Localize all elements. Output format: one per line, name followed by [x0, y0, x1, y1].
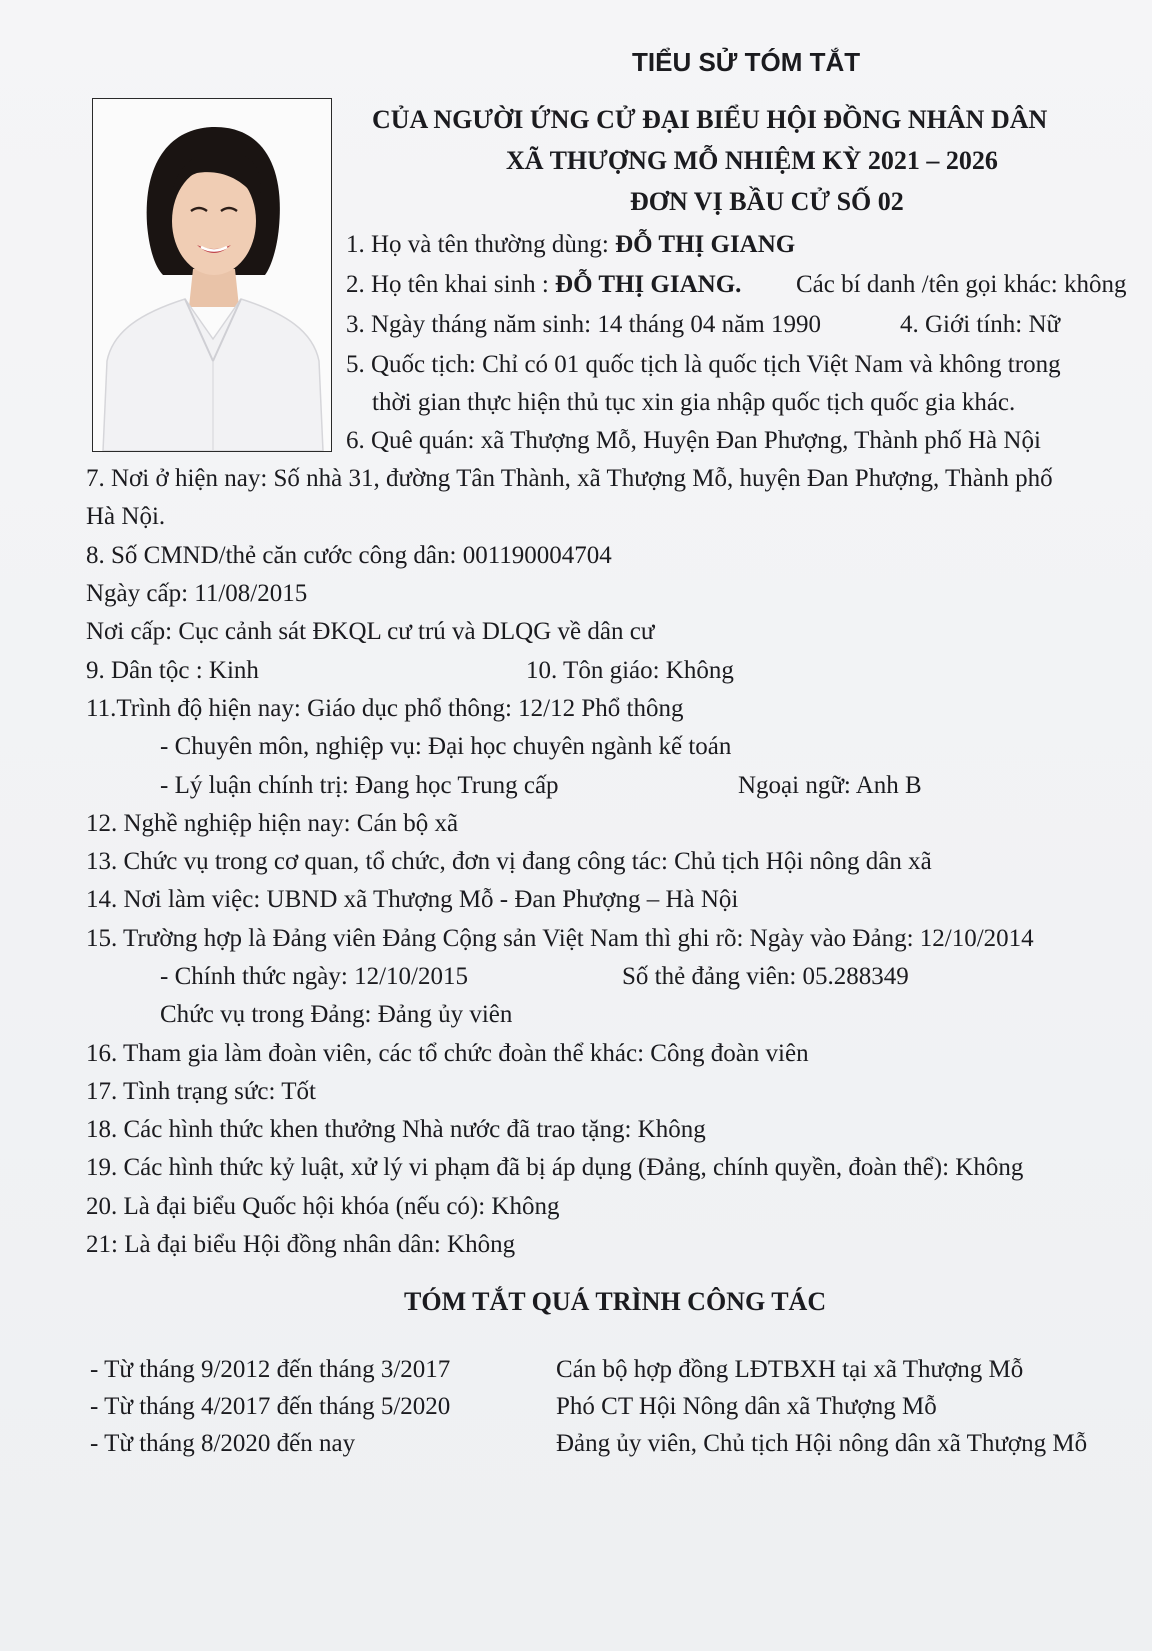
work-row-1-period: - Từ tháng 9/2012 đến tháng 3/2017 — [90, 1356, 451, 1383]
field-organizations: 16. Tham gia làm đoàn viên, các tổ chức đoàn thể khác: Công đoàn viên — [86, 1040, 809, 1067]
subtitle-line-3: ĐƠN VỊ BẦU CỬ SỐ 02 — [630, 187, 904, 216]
field-workplace: 14. Nơi làm việc: UBND xã Thượng Mỗ - Đan Phượng – Hà Nội — [86, 886, 739, 913]
field-hometown: 6. Quê quán: xã Thượng Mỗ, Huyện Đan Phượng, Thành phố Hà Nội — [346, 427, 1041, 454]
field-residence-cont: Hà Nội. — [86, 503, 166, 530]
field-foreign-language: Ngoại ngữ: Anh B — [738, 772, 922, 799]
field-health: 17. Tình trạng sức: Tốt — [86, 1078, 316, 1105]
field-party-position: Chức vụ trong Đảng: Đảng ủy viên — [160, 1001, 513, 1028]
field-common-name-value: ĐỖ THỊ GIANG — [615, 231, 796, 258]
field-awards: 18. Các hình thức khen thưởng Nhà nước đã trao tặng: Không — [86, 1116, 706, 1143]
field-birth-name-value: ĐỖ THỊ GIANG. — [555, 271, 742, 298]
field-common-name-label: 1. Họ và tên thường dùng: — [346, 231, 616, 258]
field-gender: 4. Giới tính: Nữ — [900, 311, 1061, 338]
work-row-1-role: Cán bộ hợp đồng LĐTBXH tại xã Thượng Mỗ — [556, 1356, 1024, 1383]
field-nationality: 5. Quốc tịch: Chỉ có 01 quốc tịch là quốc tịch Việt Nam và không trong — [346, 351, 1061, 378]
work-row-3-period: - Từ tháng 8/2020 đến nay — [90, 1430, 356, 1457]
field-discipline: 19. Các hình thức kỷ luật, xử lý vi phạm đã bị áp dụng (Đảng, chính quyền, đoàn thể): Không — [86, 1154, 1024, 1181]
field-political-theory: - Lý luận chính trị: Đang học Trung cấp — [160, 772, 559, 799]
portrait-photo-icon — [93, 99, 331, 451]
field-ethnicity: 9. Dân tộc : Kinh — [86, 657, 259, 684]
field-id-issue-date: Ngày cấp: 11/08/2015 — [86, 580, 308, 607]
document-title: TIỂU SỬ TÓM TẮT — [632, 47, 861, 77]
field-aliases: Các bí danh /tên gọi khác: không — [796, 271, 1127, 298]
work-row-2-role: Phó CT Hội Nông dân xã Thượng Mỗ — [556, 1393, 937, 1420]
field-id-issue-place: Nơi cấp: Cục cảnh sát ĐKQL cư trú và DLQG về dân cư — [86, 618, 655, 645]
field-religion: 10. Tôn giáo: Không — [526, 657, 734, 684]
field-peoples-council: 21: Là đại biểu Hội đồng nhân dân: Không — [86, 1231, 516, 1258]
field-party-member: 15. Trường hợp là Đảng viên Đảng Cộng sản Việt Nam thì ghi rõ: Ngày vào Đảng: 12/10/2014 — [86, 925, 1034, 952]
field-party-card-number: Số thẻ đảng viên: 05.288349 — [622, 963, 909, 990]
field-party-official-date: - Chính thức ngày: 12/10/2015 — [160, 963, 468, 990]
work-history-heading: TÓM TẮT QUÁ TRÌNH CÔNG TÁC — [404, 1287, 827, 1316]
field-id-number: 8. Số CMND/thẻ căn cước công dân: 001190004704 — [86, 542, 612, 569]
field-education: 11.Trình độ hiện nay: Giáo dục phổ thông: 12/12 Phổ thông — [86, 695, 684, 722]
field-residence: 7. Nơi ở hiện nay: Số nhà 31, đường Tân Thành, xã Thượng Mỗ, huyện Đan Phượng, Thành phố — [86, 465, 1053, 492]
field-occupation: 12. Nghề nghiệp hiện nay: Cán bộ xã — [86, 810, 459, 837]
work-row-2-period: - Từ tháng 4/2017 đến tháng 5/2020 — [90, 1393, 451, 1420]
field-birth-name-label: 2. Họ tên khai sinh : — [346, 271, 556, 298]
field-birth-name — [346, 269, 741, 301]
subtitle-line-1: CỦA NGƯỜI ỨNG CỬ ĐẠI BIỂU HỘI ĐỒNG NHÂN DÂN — [372, 105, 1048, 134]
field-position: 13. Chức vụ trong cơ quan, tổ chức, đơn vị đang công tác: Chủ tịch Hội nông dân xã — [86, 848, 932, 875]
field-national-assembly: 20. Là đại biểu Quốc hội khóa (nếu có): Không — [86, 1193, 560, 1220]
field-date-of-birth: 3. Ngày tháng năm sinh: 14 tháng 04 năm 1990 — [346, 311, 821, 338]
field-common-name — [346, 229, 795, 261]
subtitle-line-2: XÃ THƯỢNG MỖ NHIỆM KỲ 2021 – 2026 — [506, 146, 998, 175]
field-profession: - Chuyên môn, nghiệp vụ: Đại học chuyên ngành kế toán — [160, 733, 732, 760]
field-nationality-cont: thời gian thực hiện thủ tục xin gia nhập quốc tịch quốc gia khác. — [372, 389, 1016, 416]
portrait-photo — [92, 98, 332, 452]
work-row-3-role: Đảng ủy viên, Chủ tịch Hội nông dân xã Thượng Mỗ — [556, 1430, 1088, 1457]
